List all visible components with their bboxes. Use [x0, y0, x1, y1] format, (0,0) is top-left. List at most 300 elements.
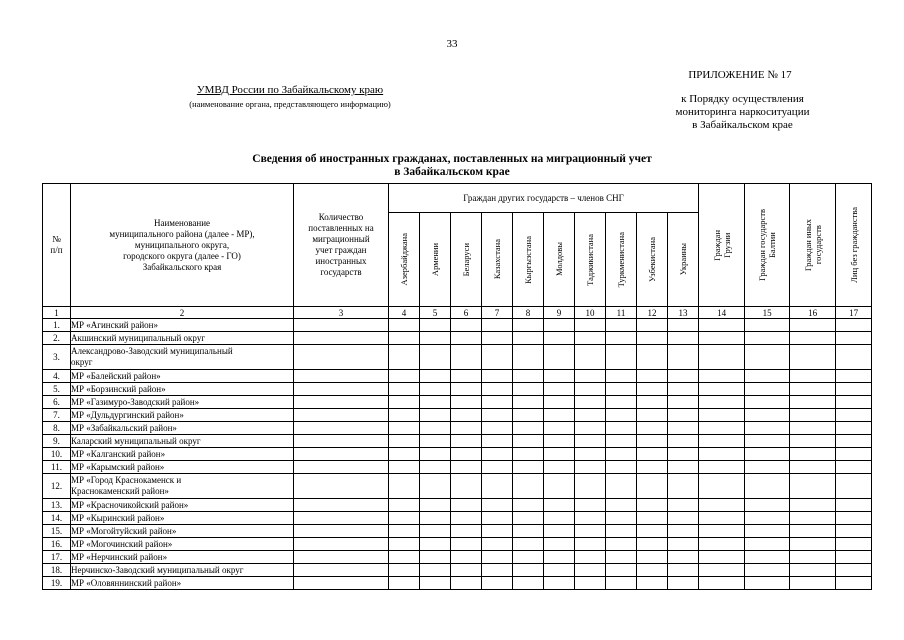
empty-cell	[420, 461, 451, 474]
empty-cell	[637, 577, 668, 590]
table-row	[43, 332, 872, 345]
empty-cell	[836, 370, 872, 383]
row-number: 5.	[43, 383, 71, 396]
empty-cell	[745, 332, 790, 345]
column-number: 2	[71, 307, 294, 319]
column-number: 11	[606, 307, 637, 319]
empty-cell	[668, 551, 699, 564]
empty-cell	[513, 435, 544, 448]
empty-cell	[637, 422, 668, 435]
empty-cell	[575, 461, 606, 474]
empty-cell	[836, 345, 872, 370]
empty-cell	[575, 383, 606, 396]
empty-cell	[575, 499, 606, 512]
row-number: 4.	[43, 370, 71, 383]
empty-cell	[637, 319, 668, 332]
row-number: 17.	[43, 551, 71, 564]
header-baltic-label: Граждан государств Балтии	[757, 208, 778, 281]
header-cis-uzbekistan: Узбекистана	[647, 237, 657, 282]
empty-cell	[836, 564, 872, 577]
empty-cell	[790, 461, 836, 474]
empty-cell	[699, 525, 745, 538]
document-title-line-2: в Забайкальском крае	[394, 166, 510, 178]
org-name: УМВД России по Забайкальскому краю	[196, 84, 384, 96]
empty-cell	[745, 525, 790, 538]
table-row	[43, 525, 872, 538]
org-caption: (наименование органа, представляющего информацию)	[189, 99, 391, 109]
empty-cell	[575, 435, 606, 448]
header-cis-tajikistan: Таджикистана	[585, 233, 595, 286]
header-other	[790, 184, 836, 307]
header-georgia	[699, 184, 745, 307]
header-cis-azerbaijan: Азербайджана	[399, 233, 409, 286]
row-municipality-name: Акшинский муниципальный округ	[71, 332, 294, 345]
empty-cell	[836, 409, 872, 422]
empty-cell	[389, 538, 420, 551]
empty-cell	[575, 319, 606, 332]
empty-cell	[544, 435, 575, 448]
empty-cell	[389, 525, 420, 538]
empty-cell	[699, 396, 745, 409]
empty-cell	[294, 564, 389, 577]
empty-cell	[451, 383, 482, 396]
empty-cell	[389, 409, 420, 422]
empty-cell	[482, 332, 513, 345]
empty-cell	[699, 345, 745, 370]
empty-cell	[513, 525, 544, 538]
empty-cell	[836, 422, 872, 435]
column-number: 5	[420, 307, 451, 319]
empty-cell	[482, 474, 513, 499]
empty-cell	[482, 564, 513, 577]
header-baltic	[745, 184, 790, 307]
empty-cell	[745, 448, 790, 461]
empty-cell	[482, 448, 513, 461]
empty-cell	[637, 448, 668, 461]
empty-cell	[389, 551, 420, 564]
row-municipality-name: МР «Карымский район»	[71, 461, 294, 474]
empty-cell	[606, 396, 637, 409]
column-number: 4	[389, 307, 420, 319]
row-municipality-name: МР «Оловяннинский район»	[71, 577, 294, 590]
empty-cell	[513, 370, 544, 383]
table-row	[43, 383, 872, 396]
table-row	[43, 448, 872, 461]
empty-cell	[294, 577, 389, 590]
empty-cell	[294, 370, 389, 383]
row-municipality-name: Нерчинско-Заводский муниципальный округ	[71, 564, 294, 577]
empty-cell	[482, 319, 513, 332]
empty-cell	[745, 370, 790, 383]
empty-cell	[420, 332, 451, 345]
empty-cell	[544, 422, 575, 435]
empty-cell	[745, 345, 790, 370]
header-georgia-label: Граждан Грузии	[711, 229, 732, 261]
empty-cell	[482, 525, 513, 538]
empty-cell	[699, 461, 745, 474]
empty-cell	[836, 551, 872, 564]
empty-cell	[389, 370, 420, 383]
empty-cell	[606, 461, 637, 474]
empty-cell	[482, 435, 513, 448]
empty-cell	[790, 448, 836, 461]
empty-cell	[420, 396, 451, 409]
empty-cell	[544, 345, 575, 370]
empty-cell	[544, 319, 575, 332]
header-cis-country	[668, 213, 699, 307]
empty-cell	[544, 564, 575, 577]
empty-cell	[482, 461, 513, 474]
empty-cell	[420, 577, 451, 590]
empty-cell	[451, 448, 482, 461]
empty-cell	[294, 499, 389, 512]
empty-cell	[451, 332, 482, 345]
empty-cell	[420, 499, 451, 512]
row-number: 7.	[43, 409, 71, 422]
empty-cell	[575, 538, 606, 551]
column-number: 15	[745, 307, 790, 319]
empty-cell	[699, 383, 745, 396]
empty-cell	[699, 448, 745, 461]
empty-cell	[544, 332, 575, 345]
appendix-title: ПРИЛОЖЕНИЕ № 17	[688, 69, 792, 81]
empty-cell	[513, 474, 544, 499]
empty-cell	[420, 474, 451, 499]
empty-cell	[668, 577, 699, 590]
empty-cell	[420, 551, 451, 564]
empty-cell	[668, 396, 699, 409]
header-num-label: № п/п	[50, 234, 63, 255]
row-number: 6.	[43, 396, 71, 409]
empty-cell	[544, 396, 575, 409]
row-number: 9.	[43, 435, 71, 448]
empty-cell	[451, 525, 482, 538]
empty-cell	[513, 577, 544, 590]
table-row	[43, 564, 872, 577]
empty-cell	[637, 564, 668, 577]
empty-cell	[790, 332, 836, 345]
appendix-line-3: в Забайкальском крае	[692, 119, 793, 131]
row-municipality-name: МР «Город Краснокаменск и Краснокаменский район»	[71, 474, 294, 499]
empty-cell	[513, 551, 544, 564]
row-number: 3.	[43, 345, 71, 370]
empty-cell	[544, 461, 575, 474]
empty-cell	[637, 396, 668, 409]
empty-cell	[513, 409, 544, 422]
row-number: 2.	[43, 332, 71, 345]
empty-cell	[575, 525, 606, 538]
row-number: 12.	[43, 474, 71, 499]
appendix-text	[635, 93, 850, 132]
empty-cell	[544, 512, 575, 525]
empty-cell	[420, 422, 451, 435]
empty-cell	[513, 396, 544, 409]
empty-cell	[420, 319, 451, 332]
header-stateless	[836, 184, 872, 307]
empty-cell	[668, 409, 699, 422]
empty-cell	[575, 512, 606, 525]
empty-cell	[637, 551, 668, 564]
header-count	[294, 184, 389, 307]
empty-cell	[482, 409, 513, 422]
empty-cell	[836, 538, 872, 551]
empty-cell	[513, 538, 544, 551]
row-number: 16.	[43, 538, 71, 551]
empty-cell	[606, 474, 637, 499]
empty-cell	[668, 383, 699, 396]
empty-cell	[544, 499, 575, 512]
empty-cell	[836, 435, 872, 448]
empty-cell	[790, 499, 836, 512]
table-row	[43, 345, 872, 370]
empty-cell	[420, 525, 451, 538]
table-row	[43, 577, 872, 590]
empty-cell	[699, 422, 745, 435]
empty-cell	[451, 499, 482, 512]
column-number: 1	[43, 307, 71, 319]
empty-cell	[790, 551, 836, 564]
empty-cell	[606, 577, 637, 590]
empty-cell	[790, 383, 836, 396]
empty-cell	[606, 448, 637, 461]
row-number: 19.	[43, 577, 71, 590]
header-cis-armenia: Армении	[430, 242, 440, 277]
empty-cell	[745, 319, 790, 332]
empty-cell	[790, 422, 836, 435]
empty-cell	[294, 345, 389, 370]
row-municipality-name: Александрово-Заводский муниципальный округ	[71, 345, 294, 370]
empty-cell	[745, 383, 790, 396]
column-number: 13	[668, 307, 699, 319]
row-number: 1.	[43, 319, 71, 332]
empty-cell	[745, 577, 790, 590]
empty-cell	[389, 435, 420, 448]
empty-cell	[790, 474, 836, 499]
empty-cell	[420, 345, 451, 370]
row-municipality-name: МР «Кыринский район»	[71, 512, 294, 525]
empty-cell	[668, 448, 699, 461]
empty-cell	[745, 422, 790, 435]
empty-cell	[389, 422, 420, 435]
empty-cell	[389, 448, 420, 461]
row-municipality-name: Каларский муниципальный округ	[71, 435, 294, 448]
header-cis-country	[389, 213, 420, 307]
empty-cell	[575, 577, 606, 590]
empty-cell	[420, 448, 451, 461]
empty-cell	[420, 435, 451, 448]
column-number: 16	[790, 307, 836, 319]
row-municipality-name: МР «Балейский район»	[71, 370, 294, 383]
column-number: 7	[482, 307, 513, 319]
empty-cell	[575, 345, 606, 370]
empty-cell	[668, 538, 699, 551]
empty-cell	[699, 538, 745, 551]
empty-cell	[294, 538, 389, 551]
empty-cell	[836, 319, 872, 332]
empty-cell	[451, 319, 482, 332]
empty-cell	[790, 409, 836, 422]
row-number: 13.	[43, 499, 71, 512]
table-row	[43, 461, 872, 474]
table-row	[43, 319, 872, 332]
empty-cell	[482, 512, 513, 525]
empty-cell	[745, 409, 790, 422]
empty-cell	[575, 448, 606, 461]
column-number-row	[43, 307, 872, 319]
empty-cell	[294, 551, 389, 564]
row-number: 18.	[43, 564, 71, 577]
empty-cell	[699, 319, 745, 332]
empty-cell	[420, 370, 451, 383]
empty-cell	[606, 564, 637, 577]
empty-cell	[790, 525, 836, 538]
table-row	[43, 396, 872, 409]
empty-cell	[606, 538, 637, 551]
header-cis-moldova: Молдовы	[554, 242, 564, 277]
empty-cell	[389, 461, 420, 474]
empty-cell	[606, 383, 637, 396]
empty-cell	[637, 332, 668, 345]
empty-cell	[606, 370, 637, 383]
empty-cell	[668, 345, 699, 370]
column-number: 17	[836, 307, 872, 319]
table-row	[43, 551, 872, 564]
empty-cell	[451, 474, 482, 499]
empty-cell	[513, 319, 544, 332]
empty-cell	[482, 370, 513, 383]
empty-cell	[451, 577, 482, 590]
empty-cell	[451, 435, 482, 448]
empty-cell	[513, 564, 544, 577]
empty-cell	[606, 435, 637, 448]
header-num	[43, 184, 71, 307]
empty-cell	[699, 370, 745, 383]
empty-cell	[790, 435, 836, 448]
migration-table	[42, 183, 872, 590]
header-cis-country	[420, 213, 451, 307]
empty-cell	[699, 474, 745, 499]
empty-cell	[482, 383, 513, 396]
empty-cell	[544, 577, 575, 590]
empty-cell	[790, 538, 836, 551]
header-cis-country	[606, 213, 637, 307]
empty-cell	[668, 461, 699, 474]
empty-cell	[745, 396, 790, 409]
empty-cell	[699, 409, 745, 422]
empty-cell	[637, 345, 668, 370]
empty-cell	[451, 564, 482, 577]
empty-cell	[294, 435, 389, 448]
empty-cell	[482, 577, 513, 590]
empty-cell	[606, 525, 637, 538]
empty-cell	[294, 525, 389, 538]
empty-cell	[745, 474, 790, 499]
empty-cell	[606, 512, 637, 525]
page-number: 33	[446, 38, 458, 50]
empty-cell	[575, 474, 606, 499]
empty-cell	[790, 512, 836, 525]
empty-cell	[513, 332, 544, 345]
column-number: 12	[637, 307, 668, 319]
empty-cell	[575, 551, 606, 564]
header-cis-belarus: Беларуси	[461, 242, 471, 277]
empty-cell	[575, 332, 606, 345]
empty-cell	[575, 396, 606, 409]
empty-cell	[790, 396, 836, 409]
empty-cell	[420, 538, 451, 551]
header-name	[71, 184, 294, 307]
empty-cell	[389, 332, 420, 345]
row-number: 14.	[43, 512, 71, 525]
row-municipality-name: МР «Газимуро-Заводский район»	[71, 396, 294, 409]
empty-cell	[668, 422, 699, 435]
empty-cell	[513, 422, 544, 435]
empty-cell	[699, 332, 745, 345]
table-row	[43, 499, 872, 512]
empty-cell	[668, 499, 699, 512]
table-row	[43, 370, 872, 383]
empty-cell	[790, 564, 836, 577]
column-number: 9	[544, 307, 575, 319]
row-municipality-name: МР «Нерчинский район»	[71, 551, 294, 564]
empty-cell	[637, 383, 668, 396]
empty-cell	[513, 383, 544, 396]
column-number: 10	[575, 307, 606, 319]
empty-cell	[699, 577, 745, 590]
empty-cell	[637, 461, 668, 474]
table-row	[43, 409, 872, 422]
column-number: 8	[513, 307, 544, 319]
empty-cell	[294, 332, 389, 345]
empty-cell	[575, 564, 606, 577]
empty-cell	[451, 461, 482, 474]
empty-cell	[637, 435, 668, 448]
table-row	[43, 512, 872, 525]
empty-cell	[451, 422, 482, 435]
empty-cell	[389, 396, 420, 409]
table-row	[43, 422, 872, 435]
empty-cell	[482, 538, 513, 551]
column-number: 14	[699, 307, 745, 319]
empty-cell	[544, 448, 575, 461]
empty-cell	[389, 383, 420, 396]
empty-cell	[575, 409, 606, 422]
empty-cell	[606, 409, 637, 422]
empty-cell	[699, 551, 745, 564]
empty-cell	[637, 525, 668, 538]
empty-cell	[790, 370, 836, 383]
empty-cell	[699, 564, 745, 577]
empty-cell	[575, 370, 606, 383]
empty-cell	[606, 345, 637, 370]
header-cis-country	[513, 213, 544, 307]
appendix-line-2: мониторинга наркоситуации	[675, 106, 810, 118]
empty-cell	[389, 474, 420, 499]
empty-cell	[482, 551, 513, 564]
header-cis-group	[389, 184, 699, 213]
empty-cell	[790, 345, 836, 370]
row-municipality-name: МР «Борзинский район»	[71, 383, 294, 396]
empty-cell	[606, 422, 637, 435]
header-cis-country	[482, 213, 513, 307]
empty-cell	[668, 525, 699, 538]
row-municipality-name: МР «Могойтуйский район»	[71, 525, 294, 538]
empty-cell	[451, 538, 482, 551]
header-count-label: Количество поставленных на миграционный учет граждан иностранных государств	[308, 212, 374, 277]
header-cis-country	[451, 213, 482, 307]
empty-cell	[790, 319, 836, 332]
empty-cell	[575, 422, 606, 435]
